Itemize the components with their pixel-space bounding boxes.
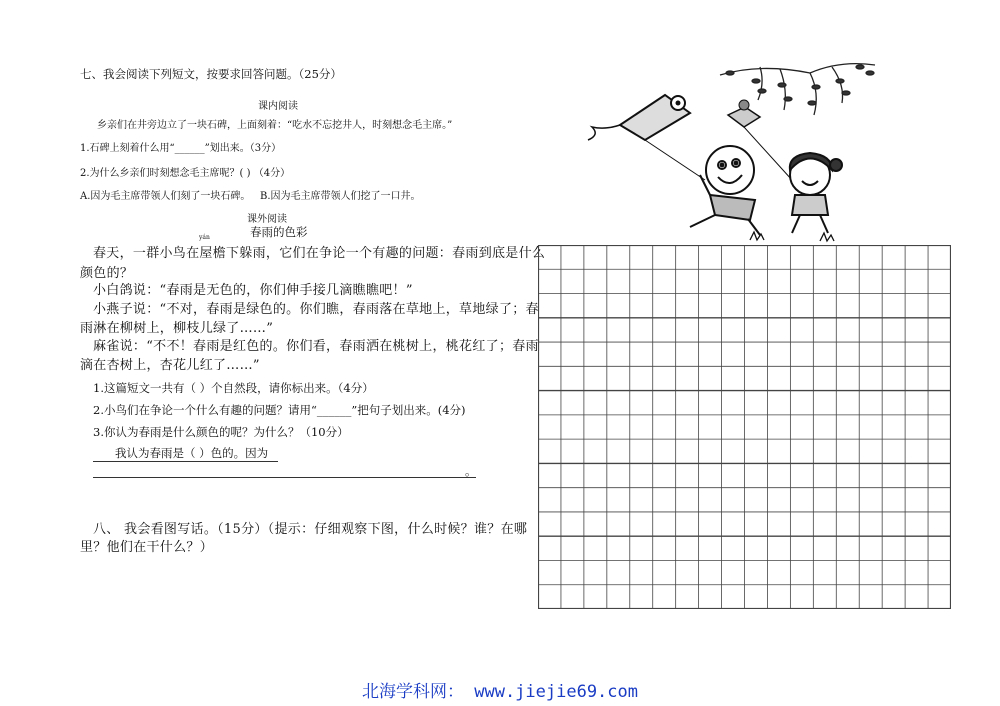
in-class-option-b: B.因为毛主席带领人们挖了一口井。 (260, 191, 421, 202)
extra-reading-title: 课外阅读 (247, 214, 287, 225)
story-p4-line2: 滴在杏树上，杏花儿红了……” (80, 358, 260, 373)
section8-heading-line1: 八、 我会看图写话。（15分）（提示：仔细观察下图，什么时候？谁？在哪 (93, 522, 528, 537)
kite-icon (588, 95, 705, 180)
story-p1-line1: 春天，一群小鸟在屋檐下躲雨，它们在争论一个有趣的问题：春雨到底是什么 (93, 246, 546, 261)
story-p3-line2: 雨淋在柳树上，柳枝儿绿了……” (80, 321, 274, 336)
girl-figure-icon (790, 153, 842, 233)
in-class-passage: 乡亲们在井旁边立了一块石碑，上面刻着：“吃水不忘挖井人，时刻想念毛主席。” (97, 120, 453, 131)
story-p4-line1: 麻雀说：“不不！春雨是红色的。你们看，春雨洒在桃树上，桃花红了；春雨 (93, 339, 539, 354)
in-class-option-a: A.因为毛主席带领人们刻了一块石碑。 (80, 191, 251, 202)
pinyin-annotation: yán (199, 234, 210, 241)
extra-question-1: 1.这篇短文一共有（ ）个自然段，请你标出来。（4分） (93, 381, 374, 395)
story-p3-line1: 小燕子说：“不对，春雨是绿色的。你们瞧，春雨落在草地上，草地绿了；春 (93, 302, 539, 317)
section8-heading-line2: 里？他们在干什么？） (80, 540, 214, 555)
story-title: 春雨的色彩 (250, 225, 308, 239)
boy-figure-icon (690, 146, 760, 235)
story-p1-line2: 颜色的？ (80, 266, 134, 281)
story-p2: 小白鸽说：“春雨是无色的，你们伸手接几滴瞧瞧吧！” (93, 283, 413, 298)
answer-line-end: 。 (465, 464, 477, 478)
writing-grid (538, 245, 951, 609)
extra-question-3-answer: 我认为春雨是（ ）色的。因为 (93, 445, 278, 462)
in-class-question-2: 2.为什么乡亲们时刻想念毛主席呢？( ) （4分） (80, 168, 291, 179)
extra-question-2: 2.小鸟们在争论一个什么有趣的问题？请用“______”把句子划出来。(4分) (93, 403, 466, 417)
children-flying-kite-illustration (570, 55, 890, 245)
answer-line (93, 477, 476, 478)
grass-icon (750, 232, 834, 241)
extra-question-3: 3.你认为春雨是什么颜色的呢？为什么？（10分） (93, 425, 349, 439)
section7-heading: 七、我会阅读下列短文，按要求回答问题。（25分） (80, 67, 342, 81)
in-class-question-1: 1.石碑上刻着什么用“______”划出来。（3分） (80, 143, 282, 154)
footer-watermark: 北海学科网： www.jiejie69.com (362, 682, 638, 702)
in-class-title: 课内阅读 (258, 101, 298, 112)
